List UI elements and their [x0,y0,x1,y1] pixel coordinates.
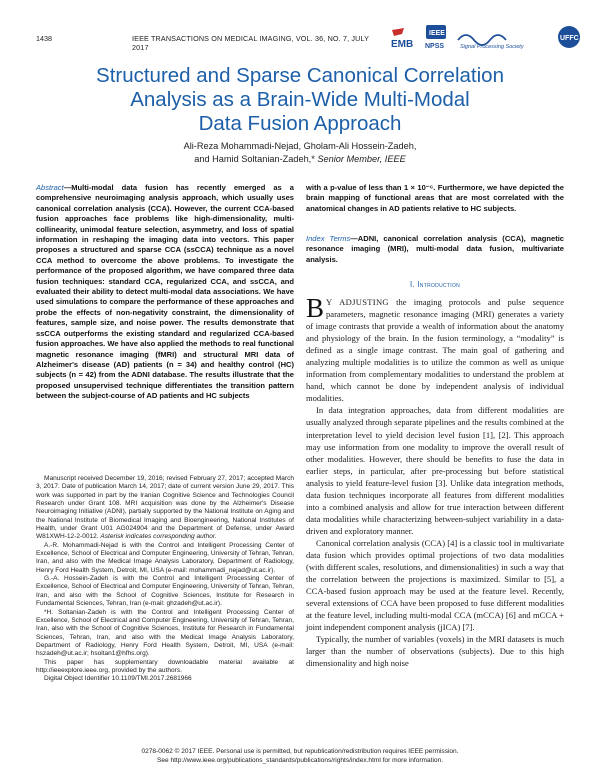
footnote-received: Manuscript received December 19, 2016; revised February 27, 2017; accepted March 3, 2017. Date of publication March 14, 2017; date of current version June 29, 2017. This work was supported in part by the Iranian Cognitive Science and Technologies Council Research under Grant 108. MRI acquisition was done by the Alzheimer's Disease Neuroimaging Initiative (ADNI), partially supported by the National Institute on Aging and the National Institute of Biomedical Imaging and Bioengineering, National Institutes of Health, under Grant U01 AG024904 and the Department of Defense, under Award W81XWH-12-2-0012. Asterisk indicates corresponding author. [36,475,294,541]
introduction-body [306,293,564,669]
svg-text:UFFC: UFFC [560,35,579,42]
abstract [36,183,294,402]
abstract-continued: with a p-value of less than 1 × 10⁻⁶. Furthermore, we have depicted the brain mapping of functional areas that are most correlated with the anatomical changes in AD patients relative to HC subjects. [306,183,564,213]
author-soltanian-zadeh: and Hamid Soltanian-Zadeh,* [194,153,318,164]
intro-paragraph-4: Typically, the number of variables (voxels) in the MRI datasets is much larger than the number of observations (subjects). Due to this high dimensionality and high noise [306,634,564,669]
svg-text:IEEE: IEEE [429,30,445,37]
signal-processing-society-logo [456,28,552,50]
abstract-label: Abstract [36,183,64,192]
copyright-line-2: See http://www.ieee.org/publications_standards/publications/rights/index.html for more information. [156,757,444,764]
intro-paragraph-3: Canonical correlation analysis (CCA) [4] is a classic tool in multivariate data fusion which provides optimal projections of two data modalities (with different scales, resolutions, and dimensionalities) in such a way that the correlation between the projections is maximized. Similar to [5], a CCA-based fusion approach may be used at the feature level. Recently, several extensions of CCA have been proposed to fuse different modalities at the feature level, including multi-modal CCA (mCCA) [6] and mCCA + joint independent component analysis (jICA) [7]. [306,537,564,633]
svg-text:NPSS: NPSS [425,43,445,50]
title-line-1: Structured and Sparse Canonical Correlation [96,64,504,87]
index-terms-label: Index Terms [306,234,351,243]
intro-paragraph-2: In data integration approaches, data from different modalities are usually analyzed through separate pipelines and the results combined at the interpretation level to yield decision level fusion [1], [2]. This approach may use information from one modality to improve the overall result of other modalities. However, there should be benefits to fuse the data in earlier steps, in particular, after pre-processing but before statistical analysis to yield feature-level fusion [3]. Unlike data integration methods, data fusion techniques incorporate all features from different modalities into a combined analysis and allow for true interaction between different data modalities while characterizing between-subject variability in a data-driven and exploratory manner. [306,405,564,536]
footnote-supplementary: This paper has supplementary downloadable material available at http://ieeexplore.ieee.org, provided by the authors. [36,658,294,674]
embs-logo [390,26,420,50]
title-line-3: Data Fusion Approach [198,112,402,135]
title-line-2: Analysis as a Brain-Wide Multi-Modal [130,88,470,111]
intro-lead-caps: Y ADJUSTING [326,297,389,307]
intro-paragraph-1: B Y ADJUSTING the imaging protocols and pulse sequence parameters, magnetic resonance imaging (MRI) generates a variety of image contrasts that provide a wealth of information about the anatomy and physiology of the brain. In the fusion terminology, a “modality” is defined as a single image contrast. The main goal of gathering and analyzing multiple modalities is to utilize the common as well as unique information from complementary modalities to understand the problem at hand, which cannot be done by independent analysis of individual modalities. [306,293,564,404]
footnote-author-3: *H. Soltanian-Zadeh is with the Control and Intelligent Processing Center of Excellence, School of Electrical and Computer Engineering, University of Tehran, Tehran, Iran, also with the School of Cognitive Sciences, Institute for Research in Fundamental Sciences, Tehran, Iran, and also with the Medical Image Analysis Laboratory, Department of Radiology, Henry Ford Health System, Detroit, MI, USA (e-mail: hszadeh@ut.ac.ir; hsoltan1@hfhs.org). [36,608,294,658]
footnote-asterisk: Asterisk indicates corresponding author. [100,533,217,541]
authors-line-1: Ali-Reza Mohammadi-Nejad, Gholam-Ali Hossein-Zadeh, [183,141,417,151]
abstract-text: Multi-modal data fusion has recently emerged as a comprehensive neuroimaging analysis approach, which usually uses canonical correlation analysis (CCA). However, the current CCA-based fusion approaches face problems like high-dimensionality, multi-collinearity, unimodal feature selection, asymmetry, and loss of spatial information in reshaping the imaging data into vectors. This paper proposes a structured and sparse CCA (ssCCA) technique as a novel CCA method to overcome the above problems. To investigate the performance of the proposed algorithm, we have compared three data fusion techniques: standard CCA, regularized CCA, and ssCCA, and evaluated their ability to detect multi-modal data associations. We have used simulations to compare the performance of these approaches and probe the effects of non-negativity constraint, the dimensionality of features, sample size, and noise power. The results demonstrate that ssCCA outperforms the existing standard and regularized CCA-based fusion approaches. We have also applied the methods to real functional magnetic resonance imaging (fMRI) and structural MRI data of Alzheimer's disease (AD) patients (n = 34) and healthy control (HC) subjects (n = 42) from the ADNI database. The results illustrate that the proposed unsupervised technique differentiates the transition pattern between the subject-course of AD patients and HC subjects [36,183,294,401]
index-terms [306,234,564,265]
index-terms-dash: — [350,234,358,243]
footnote-author-1: A.-R. Mohammadi-Nejad is with the Control and Intelligent Processing Center of Excellence, School of Electrical and Computer Engineering, University of Tehran, Tehran, Iran, and also with the Medical Image Analysis Laboratory, Department of Radiology, Henry Ford Health System, Detroit, MI, USA (e-mail: mohammadi_nejad@ut.ac.ir). [36,541,294,574]
authors-line-2 [60,153,540,166]
footnotes [36,475,294,684]
copyright-line-1: 0278-0062 © 2017 IEEE. Personal use is permitted, but republication/redistribution requires IEEE permission. [141,748,459,755]
svg-text:Signal Processing Society: Signal Processing Society [460,44,524,50]
uffc-logo [556,24,582,52]
drop-cap: B [306,293,325,323]
society-logos [384,22,584,54]
npss-logo [424,24,450,52]
running-header [36,28,386,52]
abstract-dash: — [63,183,72,192]
journal-header: IEEE TRANSACTIONS ON MEDICAL IMAGING, VOL. 36, NO. 7, JULY 2017 [132,34,369,52]
author-membership: Senior Member, IEEE [317,153,406,164]
page-number: 1438 [36,34,52,43]
index-terms-text: ADNI, canonical correlation analysis (CCA), magnetic resonance imaging (MRI), multi-modal data fusion, multivariate analysis. [306,234,564,264]
author-list [60,140,540,165]
footnote-doi: Digital Object Identifier 10.1109/TMI.2017.2681966 [44,675,192,683]
footnote-author-2: G.-A. Hossein-Zadeh is with the Control and Intelligent Processing Center of Excellence, School of Electrical and Computer Engineering, University of Tehran, Tehran, Iran, and also with the School of Cognitive Sciences, Institute for Research in Fundamental Sciences, Tehran, Iran (e-mail: ghzadeh@ut.ac.ir). [36,575,294,608]
copyright-footer [36,747,564,765]
svg-text:EMB: EMB [391,39,414,50]
section-heading-introduction: I. Introduction [409,280,461,289]
paper-title [40,64,560,136]
